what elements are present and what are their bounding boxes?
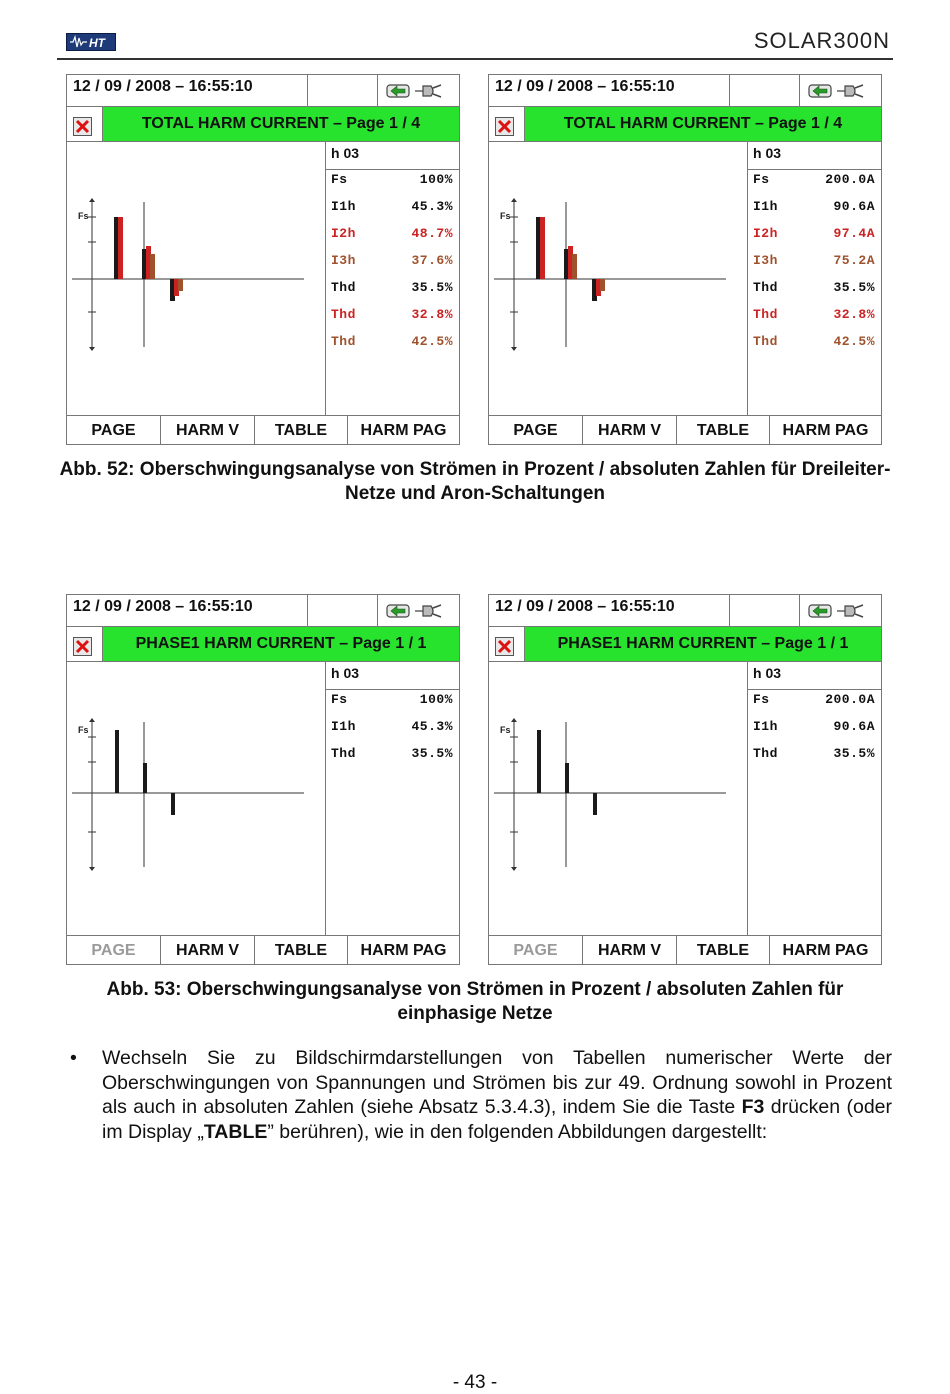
y-axis-arrow-down [89, 867, 95, 871]
value-row [753, 334, 875, 354]
bullet-text-middle: drücken (oder im Display „ [102, 1096, 892, 1143]
value-label: I2h [331, 226, 356, 241]
value-label: I1h [753, 199, 778, 214]
brand-text: HT [89, 36, 105, 49]
value-reading: 97.4A [833, 226, 875, 241]
divider [326, 689, 459, 690]
plug-icon [415, 605, 441, 617]
instrument-screen-3 [66, 594, 460, 965]
title-row [67, 627, 459, 662]
softkey-bar [67, 415, 459, 445]
plug-icon [837, 85, 863, 97]
harmonic-bar-phase3 [178, 279, 183, 291]
value-row [753, 719, 875, 739]
value-reading: 90.6A [833, 199, 875, 214]
battery-icon [809, 605, 831, 617]
value-label: I1h [331, 719, 356, 734]
value-row [331, 307, 453, 327]
instrument-screen-4 [488, 594, 882, 965]
harmonic-bar-phase1 [115, 730, 119, 793]
value-row [331, 172, 453, 192]
header-rule [57, 58, 893, 60]
divider [748, 689, 881, 690]
harm-v-button[interactable]: HARM V [583, 416, 677, 445]
close-icon[interactable] [73, 117, 92, 136]
value-row [331, 253, 453, 273]
value-label: Fs [331, 692, 348, 707]
y-axis-arrow-down [89, 347, 95, 351]
value-row [331, 746, 453, 766]
divider [748, 169, 881, 170]
value-label: Fs [753, 172, 770, 187]
harmonics-chart [489, 662, 747, 935]
harm-pag-button[interactable]: HARM PAG [360, 941, 447, 959]
bullet-text [102, 1046, 892, 1144]
value-reading: 100% [419, 692, 453, 707]
status-icons [807, 601, 871, 621]
value-row [331, 719, 453, 739]
value-row [753, 226, 875, 246]
harmonic-bar-phase1 [171, 793, 175, 815]
figure-53-caption: Abb. 53: Oberschwingungsanalyse von Strömen in Prozent / absoluten Zahlen für einphasige Netze [106, 979, 844, 1024]
page-button[interactable]: PAGE [67, 936, 161, 965]
harmonic-bar-phase3 [150, 254, 155, 279]
value-label: Thd [331, 307, 356, 322]
value-row [331, 199, 453, 219]
y-axis-arrow-down [511, 867, 517, 871]
instrument-screen-1 [66, 74, 460, 445]
value-label: I2h [753, 226, 778, 241]
table-button[interactable]: TABLE [255, 416, 348, 445]
value-reading: 42.5% [411, 334, 453, 349]
fs-axis-label: Fs [500, 211, 511, 221]
plug-icon [837, 605, 863, 617]
ht-logo-graphic [69, 35, 113, 49]
harm-v-button[interactable]: HARM V [161, 936, 255, 965]
status-icons [807, 81, 871, 101]
value-row [753, 172, 875, 192]
harmonics-chart [67, 662, 325, 935]
datetime-label: 12 / 09 / 2008 – 16:55:10 [73, 598, 253, 615]
value-reading: 32.8% [411, 307, 453, 322]
harmonic-bar-phase2 [118, 217, 123, 279]
value-row [753, 746, 875, 766]
value-reading: 45.3% [411, 719, 453, 734]
y-axis-arrow-down [511, 347, 517, 351]
harmonic-bar-phase1 [537, 730, 541, 793]
divider [307, 595, 308, 626]
harmonic-bar-phase2 [540, 217, 545, 279]
battery-icon [387, 85, 409, 97]
harm-pag-button[interactable]: HARM PAG [360, 421, 447, 439]
harmonics-chart [489, 142, 747, 415]
harmonic-order: h 03 [331, 145, 360, 161]
value-reading: 35.5% [411, 280, 453, 295]
divider [307, 75, 308, 106]
divider [729, 75, 730, 106]
bullet-text-before: Wechseln Sie zu Bildschirmdarstellungen von Tabellen numerischer Werte der Oberschwingungen von Spannungen und Strömen bis zur 49. Ordnung sowohl in Prozent als auch in absoluten Zahlen (siehe Absatz 5.3.4.3), indem Sie die Taste [102, 1047, 892, 1118]
value-reading: 200.0A [825, 692, 875, 707]
page-button[interactable]: PAGE [489, 936, 583, 965]
value-label: Thd [331, 746, 356, 761]
value-label: Thd [753, 280, 778, 295]
value-label: Thd [331, 334, 356, 349]
harmonic-order: h 03 [753, 145, 782, 161]
table-button[interactable]: TABLE [255, 936, 348, 965]
value-reading: 200.0A [825, 172, 875, 187]
harmonic-bar-phase1 [143, 763, 147, 793]
figure-52-caption: Abb. 52: Oberschwingungsanalyse von Strömen in Prozent / absoluten Zahlen für Dreileiter-Netze und Aron-Schaltungen [59, 459, 891, 504]
value-label: I1h [331, 199, 356, 214]
status-icons [385, 81, 449, 101]
status-icons [385, 601, 449, 621]
softkey-bar [489, 415, 881, 445]
divider [326, 169, 459, 170]
harmonic-bar-phase1 [565, 763, 569, 793]
fs-axis-label: Fs [78, 211, 89, 221]
value-reading: 45.3% [411, 199, 453, 214]
value-reading: 32.8% [833, 307, 875, 322]
softkey-bar [489, 935, 881, 965]
value-reading: 37.6% [411, 253, 453, 268]
value-label: Thd [753, 334, 778, 349]
divider [799, 595, 800, 626]
y-axis-arrow-up [511, 198, 517, 202]
product-name: SOLAR300N [753, 28, 890, 53]
key-f3: F3 [741, 1096, 765, 1118]
value-label: Thd [753, 746, 778, 761]
y-axis-arrow-up [89, 198, 95, 202]
instrument-screen-2 [488, 74, 882, 445]
fs-axis-label: Fs [500, 725, 511, 735]
status-bar [67, 595, 459, 627]
value-reading: 48.7% [411, 226, 453, 241]
divider [377, 595, 378, 626]
bullet-symbol: • [70, 1047, 77, 1069]
screen-title: PHASE1 HARM CURRENT – Page 1 / 1 [525, 627, 881, 661]
page-number: - 43 - [452, 1372, 498, 1393]
status-bar [67, 75, 459, 107]
page-button[interactable]: PAGE [489, 416, 583, 445]
value-reading: 75.2A [833, 253, 875, 268]
value-reading: 42.5% [833, 334, 875, 349]
value-row [331, 334, 453, 354]
value-label: I1h [753, 719, 778, 734]
value-reading: 90.6A [833, 719, 875, 734]
divider [377, 75, 378, 106]
value-label: Thd [331, 280, 356, 295]
harmonics-chart [67, 142, 325, 415]
value-row [331, 226, 453, 246]
datetime-label: 12 / 09 / 2008 – 16:55:10 [73, 78, 253, 95]
value-row [753, 199, 875, 219]
value-reading: 35.5% [411, 746, 453, 761]
battery-icon [387, 605, 409, 617]
harmonic-bar-phase1 [593, 793, 597, 815]
close-icon[interactable] [495, 117, 514, 136]
divider [799, 75, 800, 106]
harm-v-button[interactable]: HARM V [583, 936, 677, 965]
status-bar [489, 75, 881, 107]
datetime-label: 12 / 09 / 2008 – 16:55:10 [495, 598, 675, 615]
divider [747, 142, 748, 415]
ht-logo [66, 33, 116, 51]
value-reading: 100% [419, 172, 453, 187]
value-row [331, 692, 453, 712]
datetime-label: 12 / 09 / 2008 – 16:55:10 [495, 78, 675, 95]
y-axis-arrow-up [89, 718, 95, 722]
divider [325, 662, 326, 935]
harmonic-order: h 03 [753, 665, 782, 681]
divider [747, 662, 748, 935]
screen-title: TOTAL HARM CURRENT – Page 1 / 4 [103, 107, 459, 141]
value-label: Fs [753, 692, 770, 707]
value-row [753, 253, 875, 273]
title-row [67, 107, 459, 142]
harm-v-button[interactable]: HARM V [161, 416, 255, 445]
value-row [331, 280, 453, 300]
close-icon[interactable] [495, 637, 514, 656]
y-axis-arrow-up [511, 718, 517, 722]
value-label: Fs [331, 172, 348, 187]
table-button[interactable]: TABLE [677, 936, 770, 965]
value-label: I3h [753, 253, 778, 268]
screen-title: PHASE1 HARM CURRENT – Page 1 / 1 [103, 627, 459, 661]
harmonic-bar-phase3 [572, 254, 577, 279]
harmonic-order: h 03 [331, 665, 360, 681]
plug-icon [415, 85, 441, 97]
title-row [489, 107, 881, 142]
harm-pag-button[interactable]: HARM PAG [782, 421, 869, 439]
harmonic-bar-phase3 [600, 279, 605, 291]
divider [729, 595, 730, 626]
divider [325, 142, 326, 415]
value-label: I3h [331, 253, 356, 268]
harm-pag-button[interactable]: HARM PAG [782, 941, 869, 959]
table-button[interactable]: TABLE [677, 416, 770, 445]
softkey-bar [67, 935, 459, 965]
battery-icon [809, 85, 831, 97]
value-row [753, 307, 875, 327]
page-button[interactable]: PAGE [67, 416, 161, 445]
fs-axis-label: Fs [78, 725, 89, 735]
value-row [753, 692, 875, 712]
screen-title: TOTAL HARM CURRENT – Page 1 / 4 [525, 107, 881, 141]
value-reading: 35.5% [833, 280, 875, 295]
value-row [753, 280, 875, 300]
title-row [489, 627, 881, 662]
close-icon[interactable] [73, 637, 92, 656]
value-reading: 35.5% [833, 746, 875, 761]
status-bar [489, 595, 881, 627]
bullet-text-after: ” berühren), wie in den folgenden Abbildungen dargestellt: [267, 1120, 768, 1143]
table-keyword: TABLE [203, 1120, 268, 1143]
value-label: Thd [753, 307, 778, 322]
